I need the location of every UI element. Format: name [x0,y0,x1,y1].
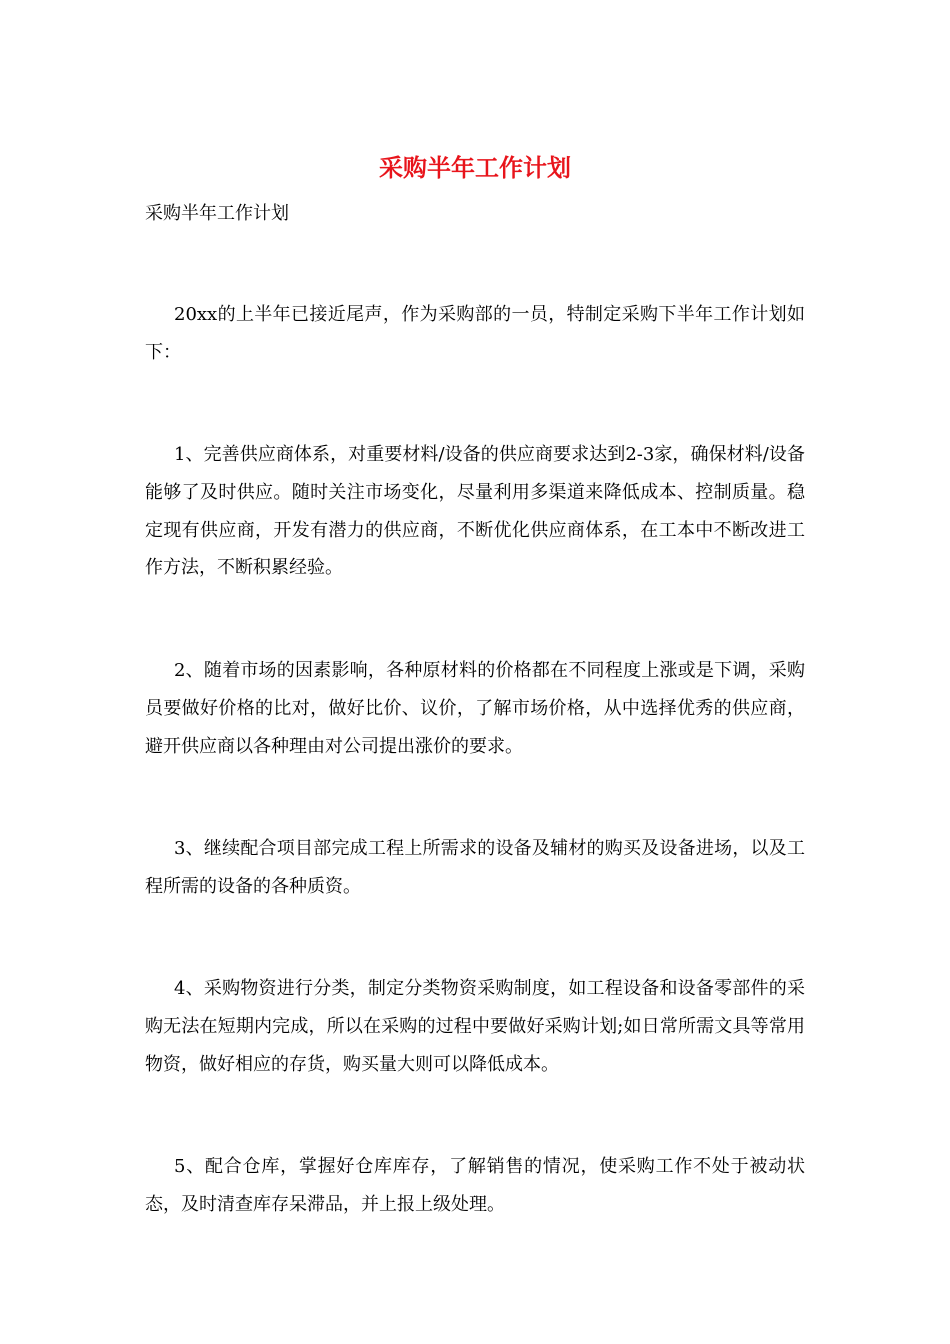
intro-paragraph: 20xx的上半年已接近尾声，作为采购部的一员，特制定采购下半年工作计划如下： [145,304,805,363]
plan-item-1: 1、完善供应商体系，对重要材料/设备的供应商要求达到2-3家，确保材料/设备能够了及时供应。随时关注市场变化，尽量利用多渠道来降低成本、控制质量。稳定现有供应商，开发有潜力的供应商，不断优化供应商体系，在工本中不断改进工作方法，不断积累经验。 [145,444,805,579]
plan-item-3: 3、继续配合项目部完成工程上所需求的设备及辅材的购买及设备进场，以及工程所需的设备的各种质资。 [145,838,805,897]
plan-item-4: 4、采购物资进行分类，制定分类物资采购制度，如工程设备和设备零部件的采购无法在短期内完成，所以在采购的过程中要做好采购计划;如日常所需文具等常用物资，做好相应的存货，购买量大则可以降低成本。 [145,978,805,1075]
plan-item-5: 5、配合仓库，掌握好仓库库存，了解销售的情况，使采购工作不处于被动状态，及时清查库存呆滞品，并上报上级处理。 [145,1156,805,1215]
document-subtitle: 采购半年工作计划 [145,203,289,224]
plan-item-2: 2、随着市场的因素影响，各种原材料的价格都在不同程度上涨或是下调，采购员要做好价格的比对，做好比价、议价，了解市场价格，从中选择优秀的供应商，避开供应商以各种理由对公司提出涨价的要求。 [145,660,805,757]
document-title: 采购半年工作计划 [379,154,571,182]
